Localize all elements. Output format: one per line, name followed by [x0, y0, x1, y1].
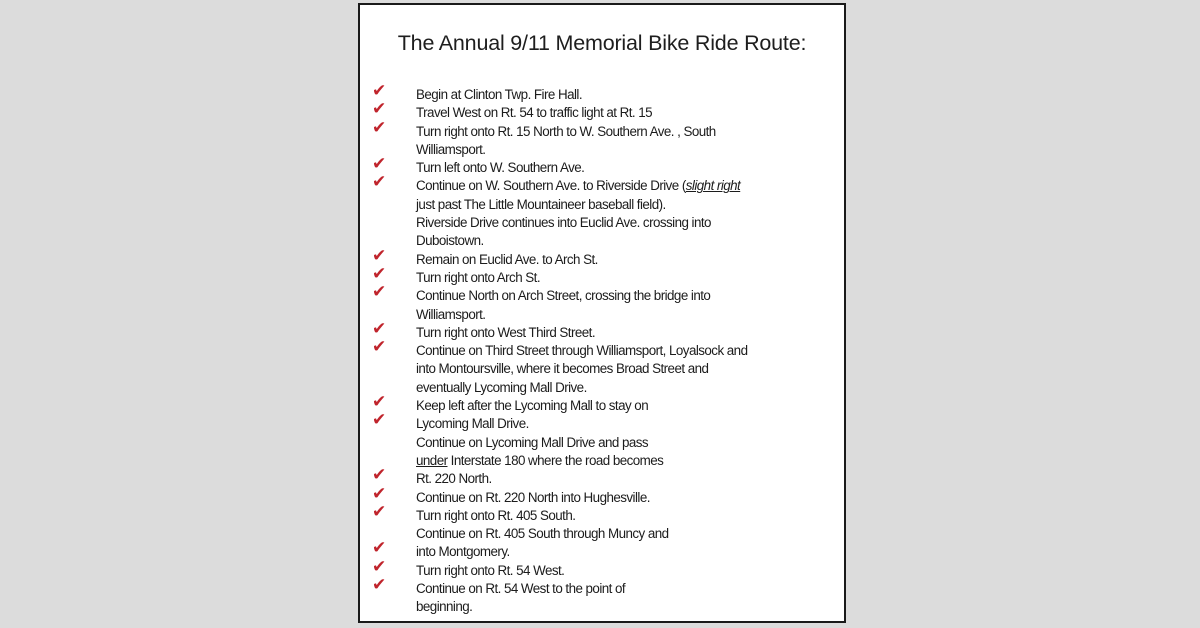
route-step-text-main: beginning. [416, 599, 473, 615]
route-step-line [360, 523, 844, 541]
route-step-line [360, 483, 844, 505]
route-step-text-main: Travel West on Rt. 54 to traffic light at Rt. 15 [416, 105, 653, 121]
check-mark-icon: ✔ [372, 483, 386, 504]
check-mark-icon: ✔ [372, 392, 386, 413]
route-step-line [360, 304, 844, 322]
route-step-line [360, 245, 844, 267]
route-step-text-main: eventually Lycoming Mall Drive. [416, 379, 587, 395]
route-step-text-main: Duboistown. [416, 233, 484, 249]
route-step-text-main: Williamsport. [416, 306, 486, 322]
check-mark-icon: ✔ [372, 99, 386, 120]
route-step-text-main: Continue on Rt. 54 West to the point of [416, 581, 626, 597]
check-mark-icon: ✔ [372, 263, 386, 284]
route-step-line [360, 377, 844, 395]
route-step-text-main: Turn right onto West Third Street. [416, 324, 596, 340]
route-step-text-main: into Montgomery. [416, 544, 510, 560]
route-step-line [360, 432, 844, 450]
route-steps-list [360, 81, 844, 615]
route-step-text-main: Continue on Third Street through Williamsport, Loyalsock and [416, 343, 748, 359]
route-step-emphasis: slight right [685, 178, 741, 194]
route-step-text-main: Rt. 220 North. [416, 471, 492, 487]
route-step-text-main: Lycoming Mall Drive. [416, 416, 529, 432]
route-step-text-main: Turn right onto Rt. 15 North to W. Southern Ave. , South [416, 123, 716, 139]
check-mark-icon: ✔ [372, 117, 386, 138]
check-mark-icon: ✔ [372, 318, 386, 339]
route-step-line [360, 596, 844, 614]
route-step-emphasis: under [416, 452, 448, 468]
route-step-line [360, 139, 844, 157]
route-step-text-after: Interstate 180 where the road becomes [447, 452, 664, 468]
route-step-line [360, 465, 844, 487]
route-step-line [360, 318, 844, 340]
route-step-line [360, 410, 844, 432]
route-step-line [360, 99, 844, 121]
route-step-line [360, 501, 844, 523]
route-step-text-main: Riverside Drive continues into Euclid Ave. crossing into [416, 215, 711, 231]
route-step-text-main: Turn left onto W. Southern Ave. [416, 160, 585, 176]
document-title: The Annual 9/11 Memorial Bike Ride Route: [397, 31, 807, 55]
route-step-text-main: Continue on W. Southern Ave. to Riverside Drive ( [416, 178, 686, 194]
check-mark-icon: ✔ [372, 172, 386, 193]
route-step-text-main: Keep left after the Lycoming Mall to stay on [416, 398, 649, 414]
check-mark-icon: ✔ [372, 556, 386, 577]
route-step-line [360, 230, 844, 248]
route-step-text-main: just past The Little Mountaineer baseball field). [416, 196, 666, 212]
check-mark-icon: ✔ [372, 538, 386, 559]
route-step-line [360, 81, 844, 102]
route-step-line [360, 450, 844, 468]
route-step-text-main: Continue North on Arch Street, crossing the bridge into [416, 288, 711, 304]
route-step-text-main: into Montoursville, where it becomes Broad Street and [416, 361, 709, 377]
route-step-line [360, 392, 844, 414]
route-step-line [360, 282, 844, 304]
route-step-text-main: Turn right onto Rt. 54 West. [416, 562, 565, 578]
check-mark-icon: ✔ [372, 501, 386, 522]
route-step-line [360, 337, 844, 359]
route-step-line [360, 263, 844, 285]
route-step-text-main: Begin at Clinton Twp. Fire Hall. [416, 87, 582, 102]
route-step-text-main: Williamsport. [416, 141, 486, 157]
route-step-line [360, 538, 844, 560]
route-step-line [360, 358, 844, 376]
check-mark-icon: ✔ [372, 282, 386, 303]
check-mark-icon: ✔ [372, 337, 386, 358]
route-step-line [360, 212, 844, 230]
route-step-text-main: Turn right onto Arch St. [416, 269, 540, 285]
check-mark-icon: ✔ [372, 154, 386, 175]
route-step-text-main: Continue on Lycoming Mall Drive and pass [416, 434, 649, 450]
check-mark-icon: ✔ [372, 575, 386, 596]
check-mark-icon: ✔ [372, 465, 386, 486]
route-step-line [360, 575, 844, 597]
route-step-line [360, 154, 844, 176]
route-step-text-main: Continue on Rt. 220 North into Hughesville. [416, 489, 650, 505]
check-mark-icon: ✔ [372, 410, 386, 431]
route-document [358, 3, 846, 623]
check-mark-icon: ✔ [372, 245, 386, 266]
route-step-text [416, 598, 472, 616]
route-step-text-main: Turn right onto Rt. 405 South. [416, 507, 576, 523]
route-step-line [360, 172, 844, 194]
route-step-text-main: Continue on Rt. 405 South through Muncy and [416, 526, 669, 542]
route-step-line [360, 194, 844, 212]
route-step-text-main: Remain on Euclid Ave. to Arch St. [416, 251, 598, 267]
route-step-line [360, 117, 844, 139]
check-mark-icon: ✔ [372, 81, 386, 101]
route-step-line [360, 556, 844, 578]
